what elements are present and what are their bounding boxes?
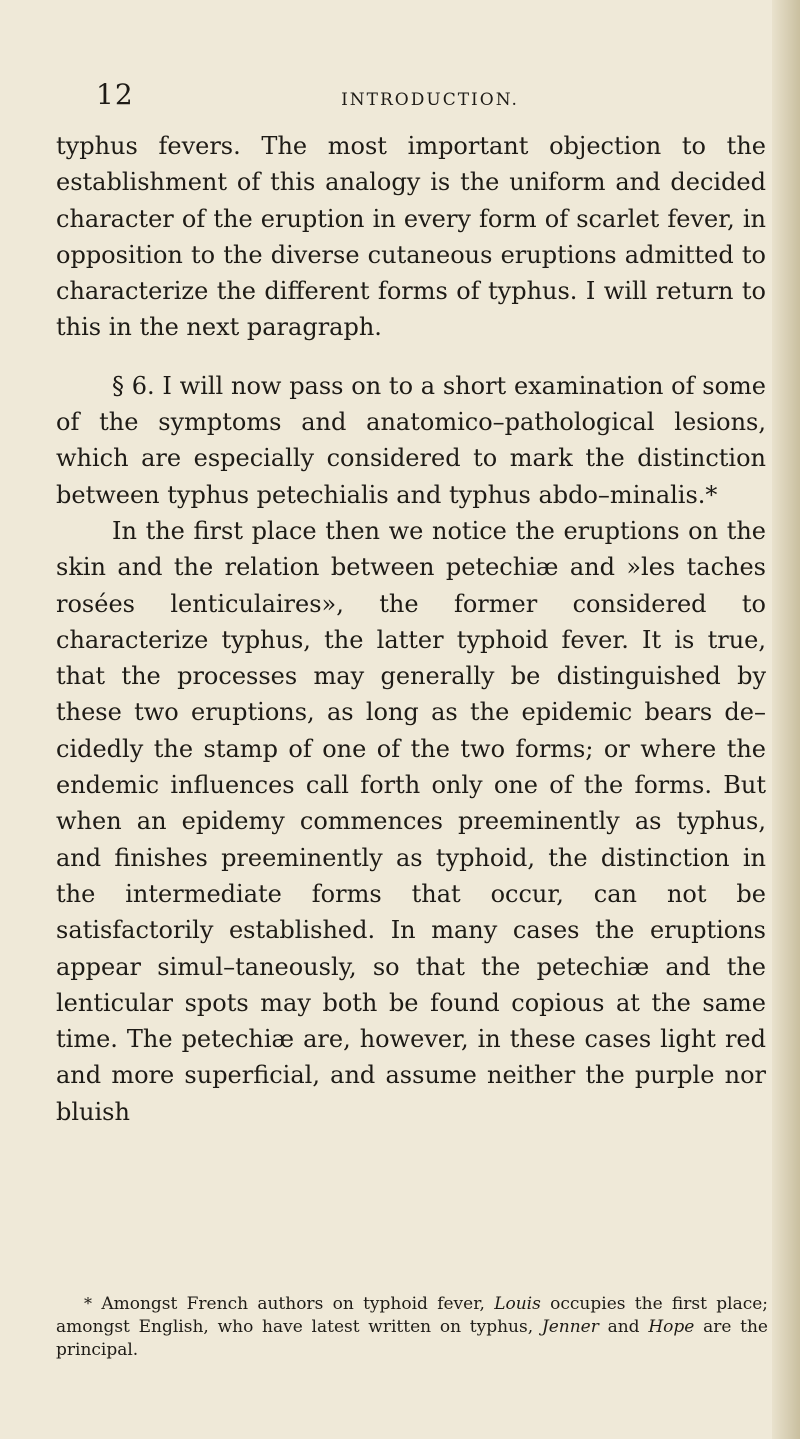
footnote xyxy=(56,1292,768,1362)
footnote-text-a: Amongst French authors on typhoid fever, xyxy=(101,1294,485,1314)
footnote-text-d: are the principal. xyxy=(56,1317,768,1360)
footnote-text-b: occupies the first place; amongst English, who have latest written on typhus, xyxy=(56,1294,769,1337)
paragraph-3: In the first place then we notice the eruptions on the skin and the relation between petechiæ and »les taches rosées lenticulaires», the former considered to characterize typhus, the latter typhoid fever. It is true, that the processes may generally be distinguished by these two eruptions, as long as the epidemic bears de–cidedly the stamp of one of the two forms; or where the endemic influences call forth only one of the forms. But when an epidemy commences preeminently as typhus, and finishes preeminently as typhoid, the distinction in the intermediate forms that occur, can not be satisfactorily established. In many cases the eruptions appear simul–taneously, so that the petechiæ and the lenticular spots may both be found copious at the same time. The petechiæ are, however, in these cases light red and more superficial, and assume neither the purple nor bluish xyxy=(56,516,766,1126)
body-text xyxy=(56,128,766,1130)
footnote-marker: * xyxy=(84,1294,92,1313)
running-head: INTRODUCTION. xyxy=(341,90,519,110)
footnote-author-jenner: Jenner xyxy=(541,1317,599,1337)
paragraph-2-section-6: § 6. I will now pass on to a short examination of some of the symptoms and anatomico–pathological lesions, which are especially considered to mark the distinction between typhus petechialis and typhus abdo–minalis.* xyxy=(56,371,766,509)
footnote-paragraph xyxy=(56,1292,768,1362)
page-number: 12 xyxy=(96,78,134,111)
paragraph-1: typhus fevers. The most important objection to the establishment of this analogy is the uniform and decided character of the eruption in every form of scarlet fever, in opposition to the diverse cutaneous eruptions admitted to characterize the different forms of typhus. I will return to this in the next paragraph. xyxy=(56,132,766,342)
footnote-text-c: and xyxy=(607,1317,640,1337)
footnote-author-hope: Hope xyxy=(648,1317,695,1337)
page-edge-shadow xyxy=(772,0,800,1439)
footnote-author-louis: Louis xyxy=(494,1294,541,1314)
